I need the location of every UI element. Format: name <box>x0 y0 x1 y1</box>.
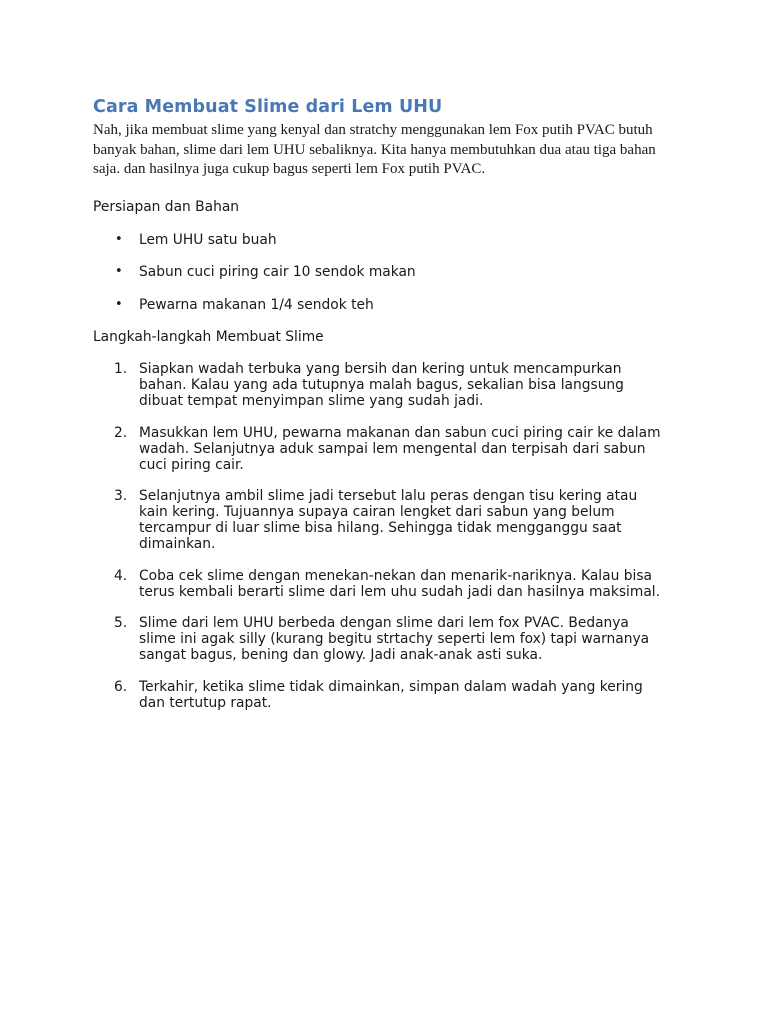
bullet-icon: • <box>115 264 123 279</box>
step-text: Terkahir, ketika slime tidak dimainkan, simpan dalam wadah yang kering dan tertutup rapat. <box>139 678 643 711</box>
step-text: Coba cek slime dengan menekan-nekan dan menarik-nariknya. Kalau bisa terus kembali berarti slime dari lem uhu sudah jadi dan hasilnya maksimal. <box>139 567 660 600</box>
step-number: 5. <box>114 615 128 631</box>
step-number: 4. <box>114 567 128 584</box>
step-text: Siapkan wadah terbuka yang bersih dan kering untuk mencampurkan bahan. Kalau yang ada tutupnya malah bagus, sekalian bisa langsung dibuat tempat menyimpan slime yang sudah jadi. <box>139 361 624 409</box>
step-text: Masukkan lem UHU, pewarna makanan dan sabun cuci piring cair ke dalam wadah. Selanjutnya aduk sampai lem mengental dan terpisah dari sabun cuci piring cair. <box>139 424 661 473</box>
step-text: Slime dari lem UHU berbeda dengan slime dari lem fox PVAC. Bedanya slime ini agak silly (kurang begitu strtachy seperti lem fox) tapi warnanya sangat bagus, bening dan glowy. Jadi anak-anak asti suka. <box>139 615 650 663</box>
bullet-icon: • <box>115 231 123 247</box>
document-title: Cara Membuat Slime dari Lem UHU <box>93 97 443 117</box>
materials-heading: Persiapan dan Bahan <box>93 198 240 215</box>
list-item <box>114 615 678 663</box>
step-text: Selanjutnya ambil slime jadi tersebut lalu peras dengan tisu kering atau kain kering. Tujuannya supaya cairan lengket dari sabun yang belum tercampur di luar slime bisa hilang. Sehingga tidak mengganggu saat dimainkan. <box>139 488 638 552</box>
list-item <box>114 568 678 600</box>
intro-paragraph: Nah, jika membuat slime yang kenyal dan stratchy menggunakan lem Fox putih PVAC butuh banyak bahan, slime dari lem UHU sebaliknya. Kita hanya membutuhkan dua atau tiga bahan saja. dan hasilnya juga cukup bagus seperti lem Fox putih PVAC. <box>93 122 656 177</box>
step-number: 6. <box>114 678 128 695</box>
steps-list <box>93 361 678 711</box>
materials-list <box>93 231 678 314</box>
list-item <box>115 296 678 314</box>
list-item <box>114 425 678 473</box>
list-item <box>114 679 678 711</box>
material-text: Sabun cuci piring cair 10 sendok makan <box>139 264 416 280</box>
material-text: Lem UHU satu buah <box>139 231 277 248</box>
bullet-icon: • <box>115 296 123 312</box>
list-item <box>115 231 678 249</box>
material-text: Pewarna makanan 1/4 sendok teh <box>139 296 374 313</box>
step-number: 3. <box>114 488 128 504</box>
list-item <box>114 361 678 409</box>
steps-heading: Langkah-langkah Membuat Slime <box>93 329 324 345</box>
list-item <box>115 263 678 281</box>
list-item <box>114 488 678 552</box>
step-number: 1. <box>114 361 128 377</box>
step-number: 2. <box>114 424 128 441</box>
